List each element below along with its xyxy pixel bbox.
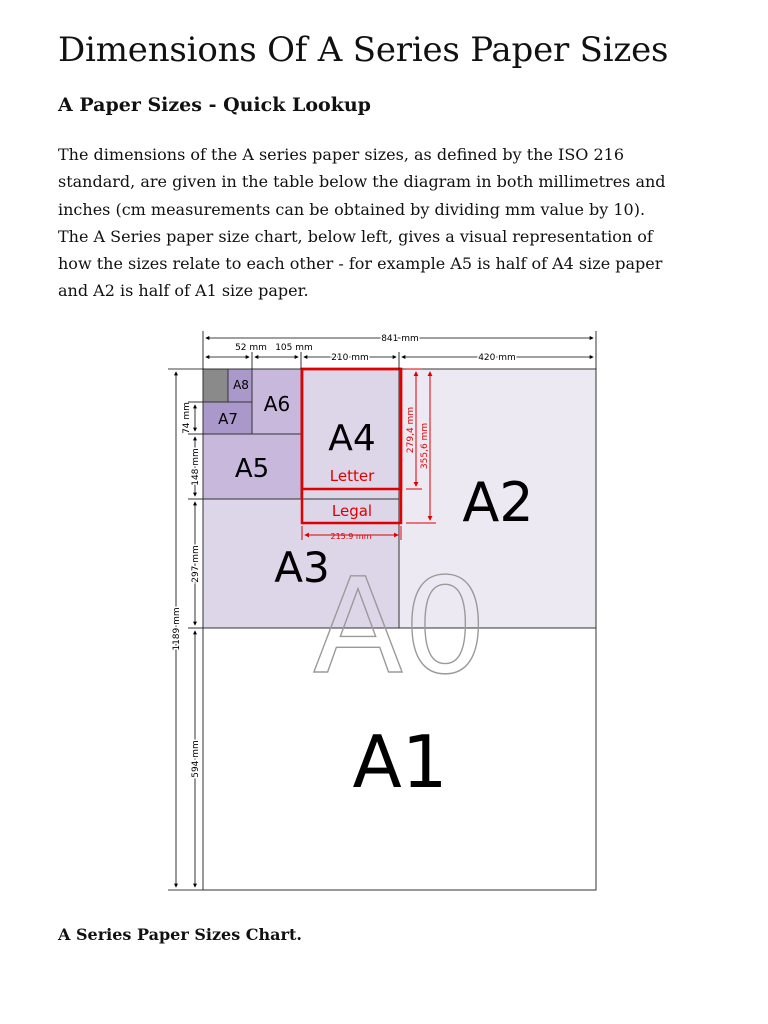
subheading: A Paper Sizes - Quick Lookup	[58, 94, 371, 116]
a0-label: A0	[312, 550, 488, 704]
a1-label: A1	[352, 720, 448, 804]
a4-label: A4	[328, 418, 376, 459]
a9-region	[203, 369, 228, 402]
dim-74: 74 mm	[182, 402, 192, 434]
dim-297: 297 mm	[191, 545, 201, 583]
dim-105: 105 mm	[275, 343, 313, 353]
dim-210: 210 mm	[331, 353, 369, 363]
a2-label: A2	[462, 471, 534, 534]
dim-148: 148 mm	[191, 448, 201, 486]
a8-label: A8	[233, 378, 249, 392]
letter-label: Letter	[329, 467, 375, 485]
intro-line: standard, are given in the table below the diagram in both millimetres and	[58, 172, 666, 192]
intro-line: how the sizes relate to each other - for example A5 is half of A4 size paper	[58, 254, 663, 274]
a5-label: A5	[234, 454, 270, 484]
dim-420: 420 mm	[478, 353, 516, 363]
intro-line: and A2 is half of A1 size paper.	[58, 281, 309, 301]
letter-height-dim: 279,4 mm	[406, 406, 416, 454]
letter-width-dim: 215.9 mm	[330, 532, 372, 541]
page-title: Dimensions Of A Series Paper Sizes	[58, 30, 669, 70]
dim-52: 52 mm	[235, 343, 267, 353]
dim-841: 841 mm	[381, 334, 419, 344]
intro-line: The dimensions of the A series paper sizes, as defined by the ISO 216	[58, 145, 625, 164]
a3-label: A3	[274, 543, 330, 592]
legal-height-dim: 355,6 mm	[420, 422, 430, 470]
a7-label: A7	[218, 410, 238, 428]
legal-label: Legal	[331, 502, 373, 520]
diagram-caption: A Series Paper Sizes Chart.	[58, 925, 302, 944]
dim-1189: 1189 mm	[172, 607, 182, 651]
dim-594: 594 mm	[191, 740, 201, 778]
a6-label: A6	[263, 392, 291, 416]
intro-line: inches (cm measurements can be obtained by dividing mm value by 10).	[58, 199, 646, 219]
intro-line: The A Series paper size chart, below left, gives a visual representation of	[58, 226, 653, 246]
